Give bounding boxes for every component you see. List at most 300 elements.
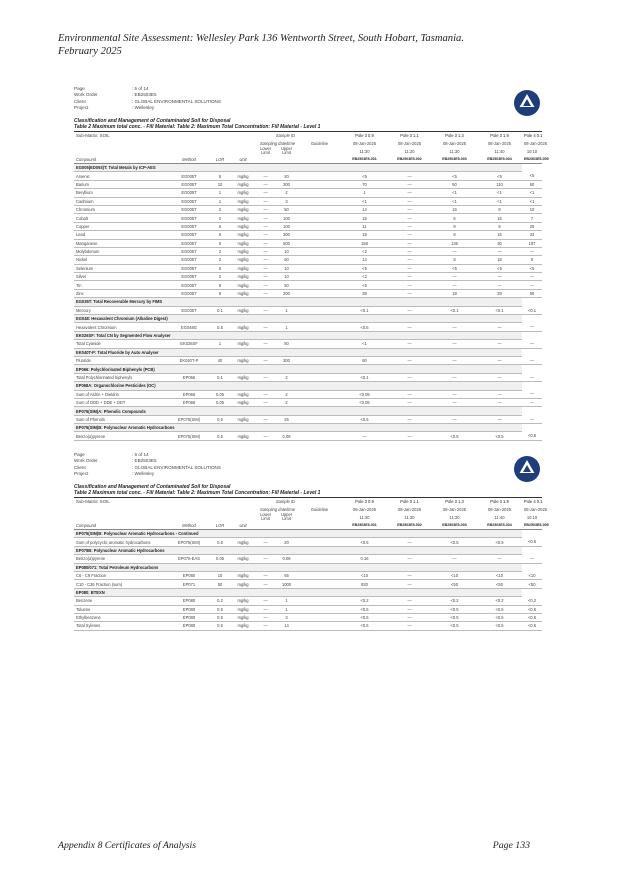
upper-limit-value: 65 [276,571,297,579]
result-value: — [387,256,432,264]
result-value: 0.16 [342,555,387,563]
sample-code: EB2503E5-004 [477,522,522,530]
guideline-value [297,256,342,264]
lower-limit-value: — [255,281,276,289]
result-value: — [477,247,522,255]
report-meta [74,452,542,484]
compound-name: Cobalt [74,214,169,222]
method-section-title: EP075B: Polynuclear Aromatic Hydrocarbons [74,546,522,554]
method-code: EG005T [169,281,209,289]
result-value: 8 [432,256,477,264]
method-code: EG005T [169,273,209,281]
table-row [74,172,542,180]
result-value: — [432,356,477,364]
lor-value: 0.05 [209,398,231,406]
result-value: 16 [477,214,522,222]
sample-id: Pole 4 0.1 [524,499,543,505]
result-value: 16 [432,205,477,213]
table-row [74,373,542,381]
table-row [74,273,542,281]
lor-value: 1 [209,197,231,205]
column-header-row [74,522,542,530]
upper-limit-value: 300 [276,356,297,364]
certificate-page-2 [74,452,549,631]
method-code: EP066 [169,373,209,381]
result-value: 70 [342,180,387,188]
upper-limit-value: 1 [276,605,297,613]
method-code: EG005T [169,264,209,272]
guideline-value [297,180,342,188]
guideline-value [297,580,342,588]
result-value: <1 [342,197,387,205]
sample-date: 08-Jan-2025 [353,140,377,146]
lower-limit-value: — [255,189,276,197]
result-value: <0.2 [432,597,477,605]
upper-limit-value: 3 [276,613,297,621]
compound-name: Sum of Aldrin + Dieldrin [74,390,169,398]
unit-value: mg/kg [231,340,255,348]
result-value: <1 [522,189,542,197]
upper-limit-value: 300 [276,231,297,239]
sample-id: Pole 3 0.9 [355,133,374,139]
result-value: — [387,222,432,230]
method-section-title: EG005(ED093)T: Total Metals by ICP-AES [74,163,522,171]
method-section-row [74,546,542,554]
unit-value: mg/kg [231,264,255,272]
sample-date: 08-Jan-2025 [443,506,467,512]
result-value: — [522,273,542,281]
blank-cell [74,505,209,512]
result-value: 7 [522,214,542,222]
method-code: EG005T [169,239,209,247]
sample-date: 08-Jan-2025 [443,140,467,146]
lower-limit-value: — [255,597,276,605]
lor-value: 50 [209,580,231,588]
table-row [74,231,542,239]
upper-limit-value: 2 [276,398,297,406]
result-value: — [387,398,432,406]
sample-time: 11:40 [494,148,505,154]
method-section-title: EP080: BTEXN [74,588,522,596]
result-value: <0.5 [522,605,542,613]
result-value: — [387,172,432,180]
sample-time: 10:10 [526,148,538,154]
unit-value: mg/kg [231,197,255,205]
result-value: <50 [522,580,542,588]
lower-limit-value: — [255,239,276,247]
result-value: — [477,340,522,348]
lower-limit-value: — [255,172,276,180]
result-value: <0.2 [477,597,522,605]
sample-id-label: Sample ID [275,133,296,139]
sample-id: Pole 4 0.1 [524,133,543,139]
meta-value: : Wellesley [132,105,155,111]
result-value: — [522,356,542,364]
unit-value: mg/kg [231,172,255,180]
method-section-row [74,563,542,571]
compound-name: Zinc [74,289,169,297]
table-subtitle: Table 2 Maximum total conc. - Fill Material: Table 2: Maximum Total Concentration: Fill Material - Level 1 [74,490,321,496]
guideline-value [297,306,342,314]
compound-name: Beryllium [74,189,169,197]
result-value: <0.1 [432,306,477,314]
compound-name: Benzene [74,597,169,605]
table-row [74,180,542,188]
header-title: Environmental Site Assessment: Wellesley Park 136 Wentworth Street, South Hobart, Tasmania. [58,33,464,44]
result-value: <0.5 [432,613,477,621]
blank-cell [74,147,255,156]
result-value: <10 [342,571,387,579]
meta-value: : EB2503E5 [132,458,157,464]
lor-value: 40 [209,356,231,364]
guideline-value [297,205,342,213]
upper-limit-value: 1 [276,323,297,331]
result-value: — [432,247,477,255]
table-row [74,340,542,348]
result-value: — [477,373,522,381]
upper-limit-label: Upper Limit [280,145,293,156]
unit-value: mg/kg [231,281,255,289]
sample-date: 08-Jan-2025 [524,506,548,512]
sample-time: 11:30 [449,514,460,520]
sub-matrix-label: Sub-Matrix: SOIL [76,499,110,505]
guideline-value [297,340,342,348]
result-value: 80 [342,356,387,364]
result-value: — [522,555,542,563]
result-value: — [387,356,432,364]
meta-value: : 6 of 14 [132,452,149,457]
compound-name: Sum of polycyclic aromatic hydrocarbons [74,538,169,546]
lower-limit-value: — [255,264,276,272]
result-value: 38 [342,289,387,297]
table-row [74,247,542,255]
method-code: EP068 [169,398,209,406]
unit-value: mg/kg [231,222,255,230]
result-value: — [522,323,542,331]
compound-name: C10 - C36 Fraction (sum) [74,580,169,588]
lower-limit-value: — [255,415,276,423]
method-section-row [74,424,542,432]
method-code: EP080 [169,622,209,630]
result-value: — [387,189,432,197]
result-value: — [387,390,432,398]
result-value: 11 [342,222,387,230]
blank-cell [297,132,342,140]
method-section-row [74,529,542,537]
unit-value: mg/kg [231,239,255,247]
result-value: — [477,273,522,281]
certificate-page-1 [74,86,549,441]
result-value: 1 [342,189,387,197]
upper-limit-value: 0.08 [276,432,297,440]
compound-name: Benzo(a)pyrene [74,432,169,440]
table-row [74,356,542,364]
result-value: 14 [342,256,387,264]
blank-cell [297,156,342,164]
method-code: EG005T [169,256,209,264]
table-row [74,432,542,440]
document-header [58,32,578,58]
unit-value: mg/kg [231,580,255,588]
guideline-value [297,605,342,613]
guideline-value [297,197,342,205]
result-value: 56 [522,289,542,297]
result-value: <2 [342,247,387,255]
method-code: EG005T [169,231,209,239]
result-value: 18 [477,256,522,264]
sampling-datetime-label: Sampling date/time [259,140,296,146]
guideline-value [297,264,342,272]
method-section-row [74,315,542,323]
lower-limit-value: — [255,432,276,440]
lor-value: 5 [209,264,231,272]
result-value: <0.5 [522,538,542,546]
upper-limit-value: 0.08 [276,555,297,563]
lor-value: 2 [209,214,231,222]
result-value: — [477,390,522,398]
lower-limit-value: — [255,356,276,364]
result-value: <0.1 [522,306,542,314]
method-code: EP075-EAS [169,555,209,563]
blank-cell [276,156,297,164]
table-row [74,580,542,588]
guideline-value [297,613,342,621]
unit-value: mg/kg [231,256,255,264]
sample-date: 08-Jan-2025 [353,506,377,512]
guideline-value [297,189,342,197]
compound-name: Toluene [74,605,169,613]
result-value: <5 [342,264,387,272]
lor-value: 0.1 [209,373,231,381]
result-value: <1 [432,197,477,205]
table-row [74,571,542,579]
method-code: EK040T-P [169,356,209,364]
result-value: <1 [342,340,387,348]
table-titles [74,484,542,496]
guideline-value [297,323,342,331]
result-value: <50 [432,580,477,588]
method-section-row [74,331,542,339]
method-code: EP075(SIM) [169,415,209,423]
meta-key: Work Order [74,458,98,464]
result-value: <5 [477,264,522,272]
table-row [74,205,542,213]
method-code: EG005T [169,247,209,255]
sample-date: 08-Jan-2025 [524,140,548,146]
result-value: — [432,555,477,563]
result-value: — [387,555,432,563]
table-row [74,390,542,398]
method-section-title: EP075(SIM)B: Polynuclear Aromatic Hydrocarbons [74,424,522,432]
result-value: 50 [432,180,477,188]
lor-value: 1 [209,189,231,197]
result-value: 25 [522,222,542,230]
lower-limit-value: — [255,205,276,213]
unit-value: mg/kg [231,356,255,364]
method-section-title: EP075(SIM)A: Phenolic Compounds [74,407,522,415]
guideline-value [297,415,342,423]
method-code: EG005T [169,205,209,213]
als-logo-icon [514,90,540,116]
result-value: — [387,281,432,289]
sample-code: EB2503E5-005 [522,156,542,164]
blank-cell [297,147,342,156]
result-value: — [387,214,432,222]
result-value: — [387,622,432,630]
table-subtitle: Table 2 Maximum total conc. - Fill Material: Table 2: Maximum Total Concentration: Fill Material - Level 1 [74,124,321,130]
method-section-title: EP068A: Organochlorine Pesticides (OC) [74,382,522,390]
result-value: <0.5 [342,415,387,423]
result-value: <0.5 [342,538,387,546]
result-value: <0.5 [477,622,522,630]
result-value: — [387,605,432,613]
blank-cell [255,156,276,164]
table-row [74,622,542,630]
lor-value: 5 [209,281,231,289]
sample-time: 11:30 [449,148,460,154]
column-header-row [74,156,542,164]
lower-limit-value: — [255,323,276,331]
upper-limit-value: 10 [276,273,297,281]
result-value: — [522,340,542,348]
result-value: 8 [477,205,522,213]
upper-limit-value: 50 [276,205,297,213]
result-value: 33 [522,231,542,239]
result-value: <10 [522,571,542,579]
result-value: — [387,432,432,440]
result-value: — [477,398,522,406]
guideline-value [297,555,342,563]
unit-value: mg/kg [231,231,255,239]
result-value: 110 [477,180,522,188]
guideline-value [297,281,342,289]
lor-value: 0.5 [209,323,231,331]
method-section-row [74,407,542,415]
compound-name: Manganese [74,239,169,247]
table-row [74,289,542,297]
result-value: <0.5 [432,432,477,440]
result-value: — [522,373,542,381]
lower-limit-value: — [255,214,276,222]
lor-value: 2 [209,256,231,264]
unit-value: mg/kg [231,571,255,579]
result-value: — [387,580,432,588]
result-value: <10 [432,571,477,579]
result-value: — [387,231,432,239]
compound-name: Nickel [74,256,169,264]
method-code: EG005T [169,214,209,222]
unit-header: Unit [231,156,255,164]
result-value: — [432,273,477,281]
guideline-value [297,597,342,605]
result-value: <10 [477,571,522,579]
table-row [74,197,542,205]
result-value: <0.5 [432,538,477,546]
lower-limit-label: Lower Limit [259,511,272,522]
sample-time: 11:30 [404,148,415,154]
method-code: EP080 [169,571,209,579]
results-table [74,131,549,441]
sample-time: 11:30 [359,148,370,154]
unit-value: mg/kg [231,390,255,398]
method-code: EG005T [169,289,209,297]
result-value: <0.5 [522,432,542,440]
guideline-value [297,571,342,579]
compound-name: Total Xylenes [74,622,169,630]
lower-limit-value: — [255,289,276,297]
unit-value: mg/kg [231,622,255,630]
method-section-title: EG035T: Total Recoverable Mercury by FIMS [74,298,522,306]
compound-name: C6 - C9 Fraction [74,571,169,579]
table-row [74,256,542,264]
meta-value: : GLOBAL ENVIRONMENTAL SOLUTIONS [132,98,221,104]
lor-header: LOR [209,156,231,164]
method-code: EG048G [169,323,209,331]
table-row [74,306,542,314]
sample-code: EB2503E5-002 [387,156,432,164]
unit-value: mg/kg [231,415,255,423]
table-row [74,214,542,222]
result-value: <0.1 [477,306,522,314]
result-value: <0.1 [342,306,387,314]
compound-name: Cadmium [74,197,169,205]
table-row [74,398,542,406]
unit-value: mg/kg [231,273,255,281]
sample-code: EB2503E5-003 [432,522,477,530]
result-value: — [387,306,432,314]
unit-value: mg/kg [231,373,255,381]
lor-value: 0.5 [209,622,231,630]
guideline-value [297,289,342,297]
sample-time: 10:10 [526,514,538,520]
result-value: — [477,415,522,423]
lor-value: 0.5 [209,538,231,546]
result-value: <1 [477,189,522,197]
result-value: 136 [432,239,477,247]
result-value: — [387,247,432,255]
result-value: <5 [477,172,522,180]
method-section-row [74,163,542,171]
unit-value: mg/kg [231,613,255,621]
result-value: 10 [522,205,542,213]
result-value: 30 [477,239,522,247]
result-value: — [387,197,432,205]
sample-date: 08-Jan-2025 [488,506,512,512]
result-value: — [387,180,432,188]
sample-date: 08-Jan-2025 [488,140,512,146]
method-code: EG005T [169,222,209,230]
guideline-value [297,390,342,398]
sampling-time-row [74,147,542,156]
guideline-value [297,273,342,281]
upper-limit-value: 50 [276,281,297,289]
result-value: — [477,356,522,364]
lower-limit-value: — [255,247,276,255]
result-value: <0.5 [477,538,522,546]
method-section-title: EP080/071: Total Petroleum Hydrocarbons [74,563,522,571]
sample-date: 08-Jan-2025 [398,506,422,512]
table-row [74,222,542,230]
guideline-value [297,398,342,406]
lower-limit-value: — [255,256,276,264]
result-value: — [522,415,542,423]
compound-name: Mercury [74,306,169,314]
sample-id-row [74,498,542,506]
lor-value: 2 [209,273,231,281]
result-value: — [387,538,432,546]
header-date: February 2025 [58,46,122,57]
table-row [74,613,542,621]
